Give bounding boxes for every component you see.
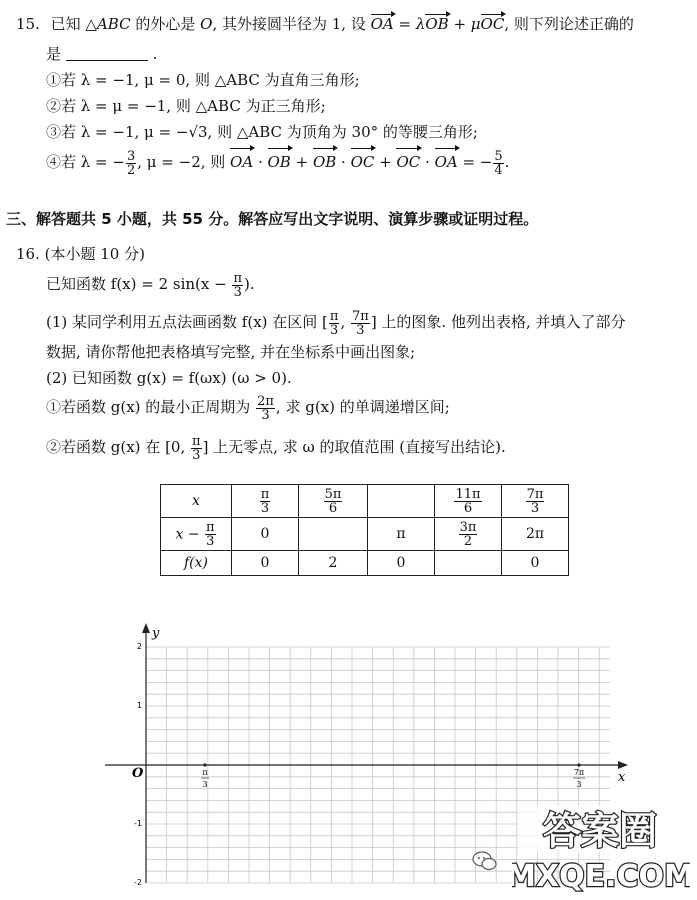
fraction-pi-3	[191, 435, 202, 462]
q16-part2-a	[46, 392, 450, 422]
q15-line2-text: 是	[46, 45, 62, 63]
func-b: ).	[244, 275, 255, 293]
q15-stem-a: 已知 △	[50, 15, 97, 33]
fraction	[459, 521, 478, 548]
table-cell: π	[368, 518, 435, 551]
q15-option-2: ②若 λ = μ = −1, 则 △ABC 为正三角形;	[46, 97, 326, 115]
fraction-2pi-3	[256, 395, 275, 422]
frac-den: 6	[463, 500, 473, 516]
vector-oa: OA	[230, 148, 253, 176]
table-cell	[161, 518, 232, 551]
frac-num: π	[233, 270, 243, 286]
q16-part1-line2: 数据, 请你帮他把表格填写完整, 并在坐标系中画出图象;	[46, 343, 416, 361]
dot: ·	[253, 153, 268, 171]
vector-ob: OB	[313, 148, 336, 176]
frac-den: 3	[260, 500, 270, 516]
frac-num: 7π	[526, 486, 544, 502]
q15-stem-b: 的外心是	[130, 15, 201, 33]
frac-den: 6	[328, 500, 338, 516]
y-tick-label: -2	[134, 878, 142, 887]
q15-eq: =	[393, 15, 416, 33]
origin-label: O	[132, 766, 144, 781]
answer-blank[interactable]	[66, 46, 148, 61]
q15-o: O	[200, 15, 213, 33]
q15-stem-d: , 则下列论述正确的	[504, 15, 634, 33]
q15-period: .	[147, 45, 158, 63]
table-cell	[435, 485, 502, 518]
frac-den: 3	[330, 322, 339, 338]
p2a-a: ①若函数 g(x) 的最小正周期为	[46, 398, 256, 416]
q15-mu: μ	[470, 15, 481, 33]
p1-a: (1) 某同学利用五点法画函数 f(x) 在区间 [	[46, 313, 328, 331]
q15-abc: ABC	[96, 15, 131, 33]
table-cell: 0	[232, 551, 299, 576]
cell-label: x −	[175, 526, 204, 542]
x-tick-numerator: π	[202, 768, 208, 777]
frac-num: 5π	[324, 486, 342, 502]
q16-function	[46, 270, 255, 299]
x-tick-denominator: 3	[202, 780, 208, 789]
table-cell[interactable]	[368, 485, 435, 518]
x-tick-numerator: 7π	[573, 768, 585, 777]
table-cell: 2	[299, 551, 368, 576]
table-cell	[435, 518, 502, 551]
plus: +	[290, 153, 313, 171]
opt4-b: , μ = −2, 则	[137, 153, 231, 171]
frac-num: π	[329, 308, 339, 324]
x-axis-arrow	[618, 761, 628, 769]
fraction	[324, 488, 343, 515]
table-row	[161, 551, 569, 576]
table-row	[161, 518, 569, 551]
p2b-a: ②若函数 g(x) 在 [0,	[46, 438, 191, 456]
vector-ob: OB	[268, 148, 291, 176]
func-a: 已知函数 f(x) = 2 sin(x −	[46, 275, 232, 293]
frac-num: π	[260, 486, 270, 502]
table-cell: 0	[232, 518, 299, 551]
q15-option-1: ①若 λ = −1, μ = 0, 则 △ABC 为直角三角形;	[46, 71, 360, 89]
q15-number: 15.	[16, 15, 40, 33]
table-cell	[161, 551, 232, 576]
cell-label: x	[192, 493, 200, 509]
watermark-logo-text: 答案圈	[542, 809, 658, 853]
x-tick-point	[203, 763, 206, 766]
fraction	[205, 521, 216, 548]
y-axis-arrow	[142, 623, 150, 633]
q15-option-3: ③若 λ = −1, μ = −√3, 则 △ABC 为顶角为 30° 的等腰三角形;	[46, 123, 478, 141]
table-cell: 0	[368, 551, 435, 576]
frac-den: 4	[494, 162, 503, 178]
frac-den: 3	[530, 500, 540, 516]
y-tick-label: 2	[136, 642, 142, 651]
vector-oc: OC	[351, 148, 375, 176]
frac-den: 2	[126, 162, 136, 178]
frac-den: 3	[233, 284, 242, 300]
opt4-end: .	[504, 153, 510, 171]
q16-part2-b	[46, 432, 506, 462]
frac-num: 3π	[459, 519, 477, 535]
table-row	[161, 485, 569, 518]
y-axis-label: y	[152, 626, 160, 641]
wechat-icon	[470, 846, 500, 876]
fraction-5-4	[493, 150, 503, 177]
frac-num: 2π	[257, 393, 274, 409]
five-point-table	[160, 484, 569, 576]
table-cell	[299, 485, 368, 518]
q15-line2	[46, 44, 157, 64]
vector-oa: OA	[435, 148, 458, 176]
p2a-b: , 求 g(x) 的单调递增区间;	[275, 398, 450, 416]
x-axis-label: x	[618, 770, 626, 785]
q15-lambda: λ	[415, 15, 426, 33]
watermark-logo	[512, 800, 690, 892]
opt4-a: ④若 λ = −	[46, 153, 125, 171]
q15-stem-c: , 其外接圆半径为 1, 设	[212, 15, 371, 33]
table-cell	[232, 485, 299, 518]
table-cell: 0	[502, 551, 569, 576]
frac-num: π	[192, 433, 201, 449]
frac-num: 11π	[455, 486, 481, 502]
fraction	[260, 488, 271, 515]
q16-part1-line1	[46, 308, 626, 337]
fraction-7pi-3	[351, 310, 370, 337]
p2b-b: ] 上无零点, 求 ω 的取值范围 (直接写出结论).	[202, 438, 506, 456]
table-cell	[502, 485, 569, 518]
frac-num: π	[205, 519, 215, 535]
vector-oc: OC	[396, 148, 420, 176]
q16-part2: (2) 已知函数 g(x) = f(ωx) (ω > 0).	[46, 369, 292, 387]
frac-num: 5	[494, 148, 503, 164]
table-cell: 2π	[502, 518, 569, 551]
x-tick-denominator: 3	[576, 780, 582, 789]
vector-ob: OB	[425, 15, 449, 33]
q15-plus: +	[448, 15, 471, 33]
frac-den: 2	[463, 533, 473, 549]
p1-b: ] 上的图象. 他列出表格, 并填入了部分	[370, 313, 626, 331]
fraction	[526, 488, 545, 515]
q16-header: 16. (本小题 10 分)	[16, 245, 145, 263]
cell-label: f(x)	[183, 555, 208, 571]
dot: ·	[336, 153, 351, 171]
watermark-site-text: MXQE.COM	[512, 859, 690, 892]
frac-den: 3	[192, 447, 201, 463]
dot: ·	[420, 153, 435, 171]
table-cell[interactable]	[299, 518, 368, 551]
frac-num: 3	[126, 148, 136, 164]
frac-den: 3	[261, 407, 270, 423]
q15-option-4	[46, 148, 509, 177]
frac-den: 3	[206, 533, 215, 549]
frac-den: 3	[356, 322, 365, 338]
opt4-c: = −	[457, 153, 493, 171]
y-tick-label: 1	[136, 701, 142, 710]
table-cell	[161, 485, 232, 518]
frac-num: 7π	[351, 308, 369, 324]
section-3-heading: 三、解答题共 5 小题，共 55 分。解答应写出文字说明、演算步骤或证明过程。	[6, 210, 539, 228]
fraction-pi-3	[329, 310, 340, 337]
plus: +	[374, 153, 397, 171]
fraction	[454, 488, 481, 515]
fraction-pi-3	[232, 272, 243, 299]
p1-comma: ,	[340, 313, 350, 331]
table-cell[interactable]	[435, 551, 502, 576]
q15-line1	[16, 14, 634, 34]
fraction-3-2	[126, 150, 136, 177]
y-tick-label: -1	[134, 819, 142, 828]
vector-oa: OA	[370, 15, 394, 33]
vector-oc: OC	[480, 15, 505, 33]
x-tick-point	[577, 763, 580, 766]
